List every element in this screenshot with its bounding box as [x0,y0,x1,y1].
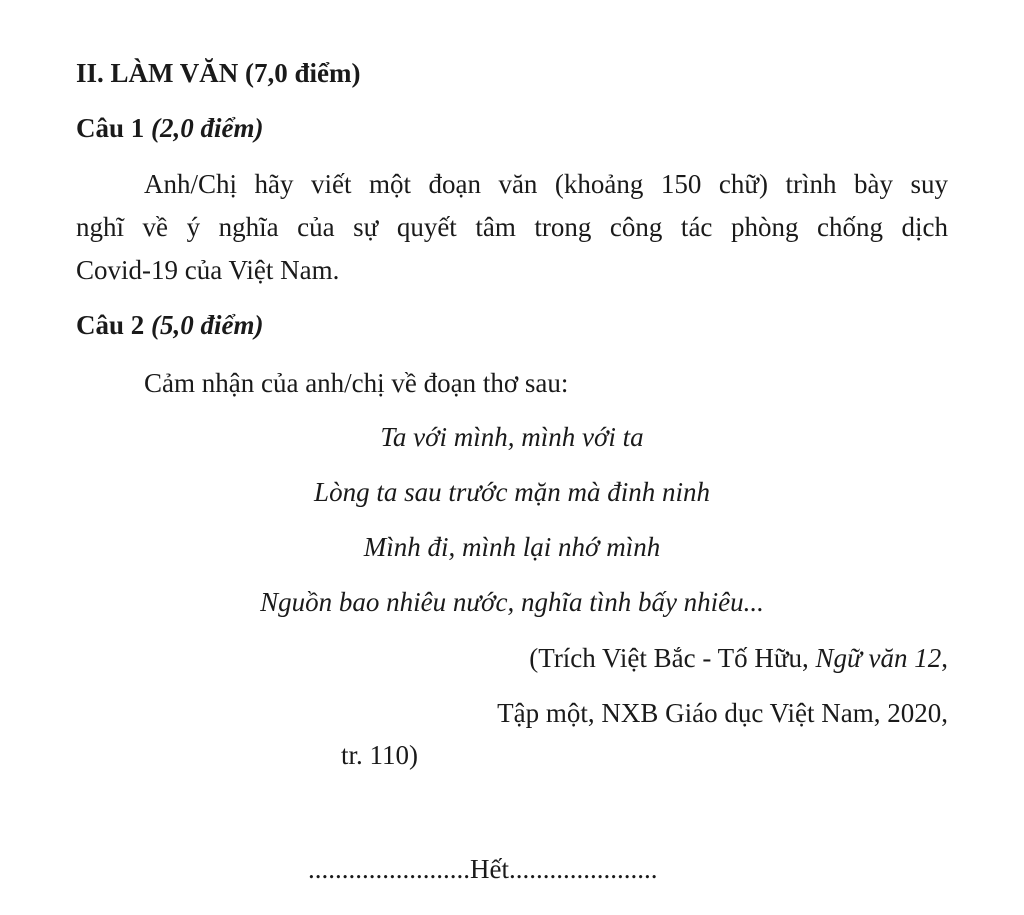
end-mark: ........................Hết...................... [308,854,658,884]
poem-line-2: Lòng ta sau trước mặn mà đinh ninh [314,477,710,507]
question1-heading [76,112,264,144]
citation-comma: , [941,643,948,673]
question1-points: (2,0 điểm) [151,113,264,143]
poem-line-3: Mình đi, mình lại nhớ mình [363,532,661,562]
question2-label: Câu 2 [76,310,145,340]
question2-heading [76,309,264,341]
poem-line-4: Nguồn bao nhiêu nước, nghĩa tình bấy nhiêu... [260,587,764,617]
citation-line-2: Tập một, NXB Giáo dục Việt Nam, 2020, [497,698,948,728]
citation-line-3: tr. 110) [341,740,418,770]
citation-line-1 [76,642,948,674]
question1-line-1: Anh/Chị hãy viết một đoạn văn (khoảng 150 chữ) trình bày suy [144,169,948,199]
exam-page [76,0,948,915]
section-title [76,57,361,89]
question2-points: (5,0 điểm) [151,310,264,340]
question1-label: Câu 1 [76,113,145,143]
question1-line-3: Covid-19 của Việt Nam. [76,255,340,285]
question1-line-2: nghĩ về ý nghĩa của sự quyết tâm trong công tác phòng chống dịch [76,212,948,242]
citation-book-title: Ngữ văn 12 [815,643,942,673]
poem-line-1: Ta với mình, mình với ta [380,422,644,452]
question2-prompt: Cảm nhận của anh/chị về đoạn thơ sau: [144,368,569,398]
section-title-text: II. LÀM VĂN (7,0 điểm) [76,58,361,88]
citation-prefix: (Trích Việt Bắc - Tố Hữu, [529,643,816,673]
